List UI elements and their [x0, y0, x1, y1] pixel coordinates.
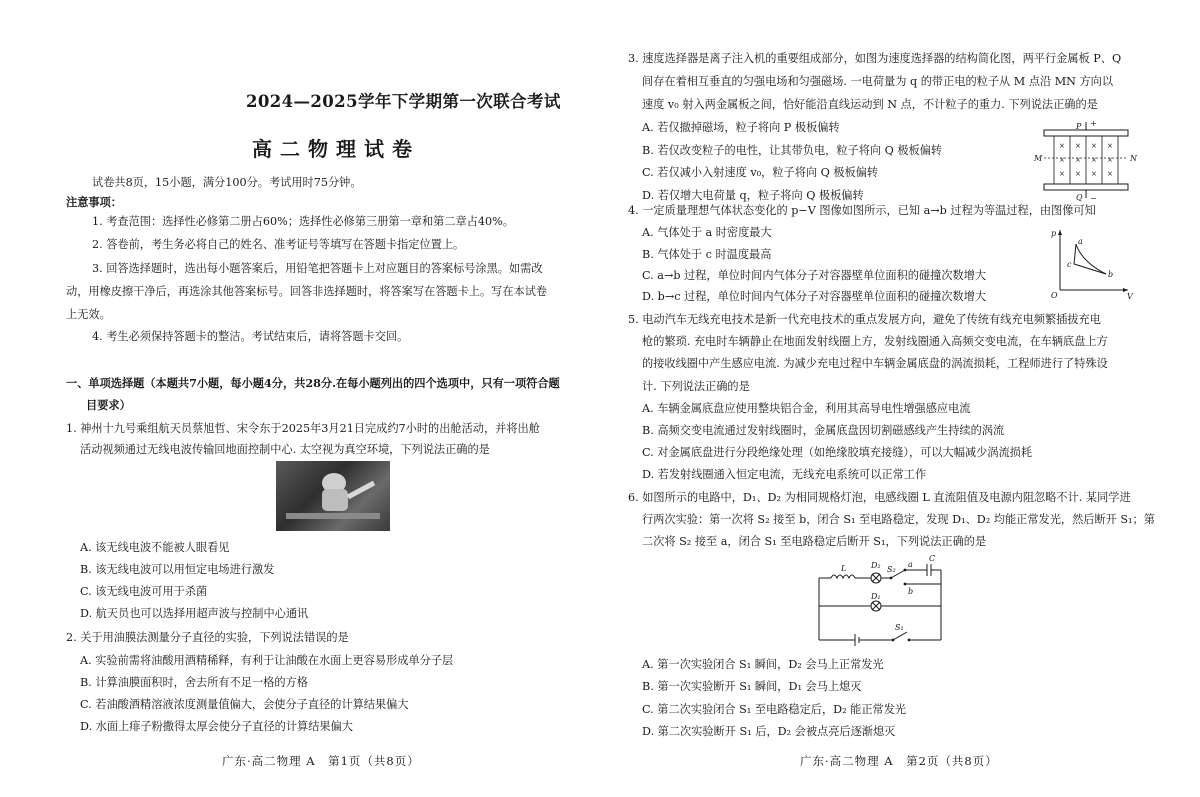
exam-title: 2024—2025学年下学期第一次联合考试: [246, 92, 561, 111]
svg-text:C: C: [929, 554, 936, 563]
svg-text:a: a: [908, 560, 913, 569]
q2-stem: 2. 关于用油膜法测量分子直径的实验，下列说法错误的是: [66, 631, 349, 644]
q1-option-a: A. 该无线电波不能被人眼看见: [80, 541, 230, 554]
svg-text:×: ×: [1091, 156, 1097, 164]
q5-option-a: A. 车辆金属底盘应使用整块铝合金，利用其高导电性增强感应电流: [642, 402, 971, 415]
svg-text:b: b: [908, 587, 914, 596]
svg-text:×: ×: [1075, 142, 1081, 150]
exam-info: 试卷共8页，15小题，满分100分。考试用时75分钟。: [92, 176, 362, 189]
svg-text:L: L: [841, 564, 847, 573]
q5-option-c: C. 对金属底盘进行分段绝缘处理（如绝缘胶填充接缝），可以大幅减少涡流损耗: [642, 446, 1033, 459]
q3-option-a: A. 若仅撤掉磁场，粒子将向 P 极板偏转: [642, 121, 840, 134]
q6-option-b: B. 第一次实验断开 S₁ 瞬间，D₁ 会马上熄灭: [642, 680, 862, 693]
svg-text:×: ×: [1091, 170, 1097, 178]
svg-text:+: +: [1090, 119, 1097, 128]
svg-text:Q: Q: [1076, 193, 1083, 202]
svg-text:O: O: [1051, 291, 1058, 300]
svg-text:S₂: S₂: [887, 565, 896, 574]
q4-option-b: B. 气体处于 c 时温度最高: [642, 248, 772, 261]
svg-text:×: ×: [1075, 170, 1081, 178]
svg-text:×: ×: [1107, 156, 1113, 164]
q1-option-d: D. 航天员也可以选择用超声波与控制中心通讯: [80, 607, 309, 620]
svg-text:b: b: [1108, 270, 1114, 279]
svg-text:N: N: [1130, 154, 1137, 163]
q6-option-c: C. 第二次实验闭合 S₁ 至电路稳定后，D₂ 能正常发光: [642, 703, 907, 716]
q3-stem: 3. 速度选择器是离子注入机的重要组成部分，如图为速度选择器的结构简化图，两平行金属板 P、Q: [628, 52, 1122, 65]
astronaut-figure-icon: [276, 461, 390, 531]
q5-stem: 计. 下列说法正确的是: [642, 380, 750, 393]
svg-text:−: −: [1090, 194, 1097, 202]
section-heading: 一、单项选择题（本题共7小题，每小题4分，共28分.在每小题列出的四个选项中，只有一项符合题: [66, 376, 560, 390]
q5-option-d: D. 若发射线圈通入恒定电流，无线充电系统可以正常工作: [642, 468, 927, 481]
q6-option-d: D. 第二次实验断开 S₁ 后，D₂ 会被点亮后逐渐熄灭: [642, 725, 896, 738]
page2-footer: 广东·高二物理 A 第2页（共8页）: [800, 754, 998, 768]
q1-option-b: B. 该无线电波可以用恒定电场进行激发: [80, 563, 275, 576]
q4-option-a: A. 气体处于 a 时密度最大: [642, 226, 772, 239]
svg-text:×: ×: [1107, 142, 1113, 150]
q1-stem: 活动视频通过无线电波传输回地面控制中心. 太空视为真空环境，下列说法正确的是: [80, 443, 490, 456]
q3-stem: 间存在着相互垂直的匀强电场和匀强磁场. 一电荷量为 q 的带正电的粒子从 M 点沿 MN 方向以: [642, 75, 1114, 88]
q4-option-d: D. b→c 过程，单位时间内气体分子对容器壁单位面积的碰撞次数增大: [642, 290, 987, 303]
notice-line: 4. 考生必须保持答题卡的整洁。考试结束后，请将答题卡交回。: [92, 330, 409, 343]
svg-text:P: P: [1076, 122, 1082, 131]
circuit-diagram: [815, 552, 950, 648]
svg-text:×: ×: [1059, 170, 1065, 178]
q2-option-b: B. 计算油膜面积时，舍去所有不足一格的方格: [80, 676, 308, 689]
svg-text:p: p: [1051, 229, 1057, 238]
pv-diagram: [1048, 226, 1134, 300]
q5-stem: 5. 电动汽车无线充电技术是新一代充电技术的重点发展方向，避免了传统有线充电频繁插拔充电: [628, 313, 1101, 326]
notice-line: 3. 回答选择题时，选出每小题答案后，用铅笔把答题卡上对应题目的答案标号涂黑。如需改: [92, 262, 543, 275]
q4-stem: 4. 一定质量理想气体状态变化的 p−V 图像如图所示，已知 a→b 过程为等温过程，由图像可知: [628, 204, 1096, 217]
svg-text:V: V: [1127, 292, 1133, 300]
svg-text:×: ×: [1059, 156, 1065, 164]
notice-heading: 注意事项：: [66, 195, 122, 209]
q3-stem: 速度 v₀ 射入两金属板之间，恰好能沿直线运动到 N 点，不计粒子的重力. 下列说法正确的是: [642, 98, 1098, 111]
q4-option-c: C. a→b 过程，单位时间内气体分子对容器壁单位面积的碰撞次数增大: [642, 269, 987, 282]
section-heading-cont: 目要求）: [86, 398, 131, 412]
q6-stem: 行两次实验：第一次将 S₂ 接至 b，闭合 S₁ 至电路稳定，发现 D₁、D₂ 均能正常发光，然后断开 S₁；第: [642, 513, 1155, 526]
q3-option-c: C. 若仅减小入射速度 v₀，粒子将向 Q 极板偏转: [642, 166, 879, 179]
notice-line: 上无效。: [66, 308, 111, 321]
q6-option-a: A. 第一次实验闭合 S₁ 瞬间，D₂ 会马上正常发光: [642, 658, 884, 671]
svg-text:×: ×: [1107, 170, 1113, 178]
q5-option-b: B. 高频交变电流通过发射线圈时，金属底盘因切割磁感线产生持续的涡流: [642, 424, 1005, 437]
astronaut-photo: [276, 461, 390, 531]
svg-text:×: ×: [1059, 142, 1065, 150]
q6-stem: 二次将 S₂ 接至 a，闭合 S₁ 至电路稳定后断开 S₁，下列说法正确的是: [642, 535, 987, 548]
velocity-selector-diagram: [1030, 118, 1140, 202]
svg-text:a: a: [1078, 237, 1083, 246]
q6-stem: 6. 如图所示的电路中，D₁、D₂ 为相同规格灯泡，电感线圈 L 直流阻值及电源内阻忽略不计. 某同学进: [628, 491, 1131, 504]
notice-line: 动，用橡皮擦干净后，再选涂其他答案标号。回答非选择题时，将答案写在答题卡上。写在本试卷: [66, 285, 548, 298]
q3-option-d: D. 若仅增大电荷量 q，粒子将向 Q 极板偏转: [642, 189, 864, 202]
q5-stem: 的接收线圈中产生感应电流. 为减少充电过程中车辆金属底盘的涡流损耗，工程师进行了特殊设: [642, 357, 1108, 370]
q1-stem: 1. 神州十九号乘组航天员蔡旭哲、宋令东于2025年3月21日完成约7小时的出舱活动，并将出舱: [66, 422, 540, 435]
q5-stem: 枪的繁琐. 充电时车辆静止在地面发射线圈上方，发射线圈通入高频交变电流，在车辆底盘上方: [642, 335, 1108, 348]
notice-line: 1. 考查范围：选择性必修第二册占60%；选择性必修第三册第一章和第二章占40%。: [92, 215, 514, 228]
subject-title: 高二物理试卷: [252, 137, 420, 161]
q2-option-d: D. 水面上痱子粉撒得太厚会使分子直径的计算结果偏大: [80, 720, 353, 733]
svg-text:×: ×: [1075, 156, 1081, 164]
svg-text:S₁: S₁: [895, 623, 904, 632]
svg-text:D₂: D₂: [871, 561, 881, 570]
svg-text:c: c: [1067, 260, 1072, 269]
svg-text:M: M: [1034, 154, 1043, 163]
svg-text:D₁: D₁: [871, 592, 881, 601]
q3-option-b: B. 若仅改变粒子的电性，让其带负电，粒子将向 Q 极板偏转: [642, 144, 943, 157]
q2-option-c: C. 若油酸酒精溶液浓度测量值偏大，会使分子直径的计算结果偏大: [80, 698, 409, 711]
page1-footer: 广东·高二物理 A 第1页（共8页）: [222, 754, 420, 768]
notice-line: 2. 答卷前，考生务必将自己的姓名、准考证号等填写在答题卡指定位置上。: [92, 238, 465, 251]
svg-text:×: ×: [1091, 142, 1097, 150]
q2-option-a: A. 实验前需将油酸用酒精稀释，有利于让油酸在水面上更容易形成单分子层: [80, 654, 454, 667]
q1-option-c: C. 该无线电波可用于杀菌: [80, 585, 208, 598]
